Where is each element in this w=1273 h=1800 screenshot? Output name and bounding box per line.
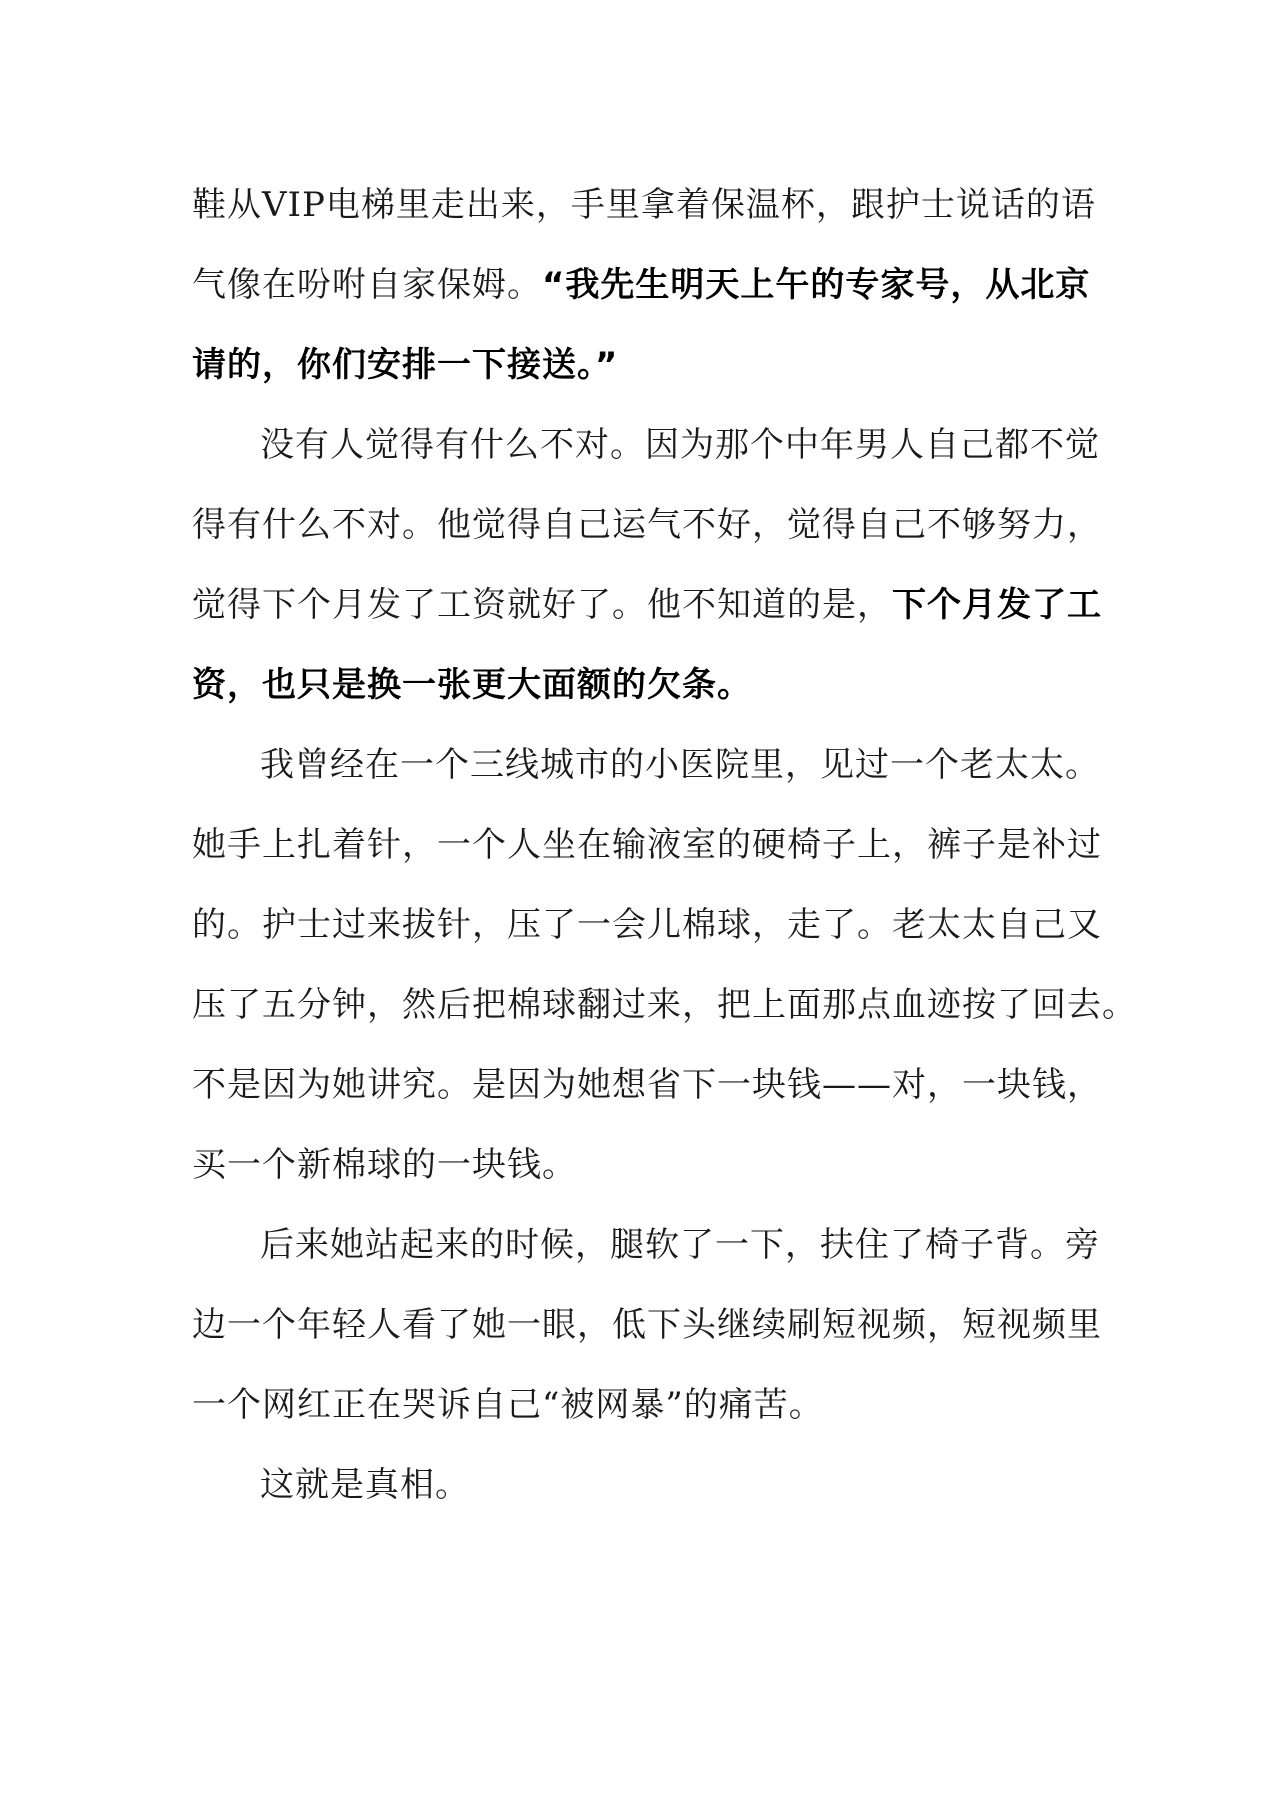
text-run: 得有什么不对。他觉得自己运气不好，觉得自己不够努力， bbox=[192, 505, 1102, 545]
text-run: 这就是真相。 bbox=[260, 1465, 470, 1505]
text-run: 不是因为她讲究。是因为她想省下一块钱——对，一块钱， bbox=[192, 1065, 1102, 1105]
text-line bbox=[192, 485, 1102, 565]
paragraph bbox=[192, 165, 1096, 405]
text-run: 的。护士过来拔针，压了一会儿棉球，走了。老太太自己又 bbox=[192, 905, 1102, 945]
text-line bbox=[192, 1285, 1102, 1365]
text-line bbox=[192, 405, 1100, 485]
text-run: 一个网红正在哭诉自己“被网暴”的痛苦。 bbox=[192, 1385, 824, 1425]
text-line bbox=[192, 725, 1100, 805]
bold-text-run: 资，也只是换一张更大面额的欠条。 bbox=[192, 665, 752, 705]
paragraph bbox=[192, 1445, 1082, 1525]
text-line bbox=[192, 805, 1102, 885]
text-line bbox=[192, 165, 1096, 245]
text-line bbox=[192, 1205, 1100, 1285]
text-line bbox=[192, 245, 1091, 325]
text-run: 边一个年轻人看了她一眼，低下头继续刷短视频，短视频里 bbox=[192, 1305, 1102, 1345]
text-run: 买一个新棉球的一块钱。 bbox=[192, 1145, 577, 1185]
paragraph bbox=[192, 725, 1137, 1205]
text-run: 没有人觉得有什么不对。因为那个中年男人自己都不觉 bbox=[260, 425, 1100, 465]
text-run: 鞋从VIP电梯里走出来，手里拿着保温杯，跟护士说话的语 bbox=[192, 185, 1096, 225]
text-run: 气像在吩咐自家保姆。 bbox=[192, 265, 542, 305]
paragraph bbox=[192, 405, 1102, 725]
text-line bbox=[192, 565, 1102, 645]
text-run: 我曾经在一个三线城市的小医院里，见过一个老太太。 bbox=[260, 745, 1100, 785]
text-line bbox=[192, 325, 1082, 405]
text-run: 觉得下个月发了工资就好了。他不知道的是， bbox=[192, 585, 892, 625]
text-line bbox=[192, 1365, 1082, 1445]
bold-text-run: 请的，你们安排一下接送。” bbox=[192, 345, 619, 385]
text-line bbox=[192, 1045, 1102, 1125]
text-line bbox=[192, 965, 1137, 1045]
text-run: 后来她站起来的时候，腿软了一下，扶住了椅子背。旁 bbox=[260, 1225, 1100, 1265]
bold-text-run: 下个月发了工 bbox=[892, 585, 1102, 625]
text-run: 压了五分钟，然后把棉球翻过来，把上面那点血迹按了回去。 bbox=[192, 985, 1137, 1025]
paragraph bbox=[192, 1205, 1102, 1445]
text-line bbox=[192, 645, 1082, 725]
text-run: 她手上扎着针，一个人坐在输液室的硬椅子上，裤子是补过 bbox=[192, 825, 1102, 865]
text-line bbox=[192, 1445, 1082, 1525]
text-line bbox=[192, 885, 1102, 965]
body-text bbox=[192, 165, 1137, 1525]
bold-text-run: “我先生明天上午的专家号，从北京 bbox=[542, 265, 1091, 305]
text-line bbox=[192, 1125, 1082, 1205]
